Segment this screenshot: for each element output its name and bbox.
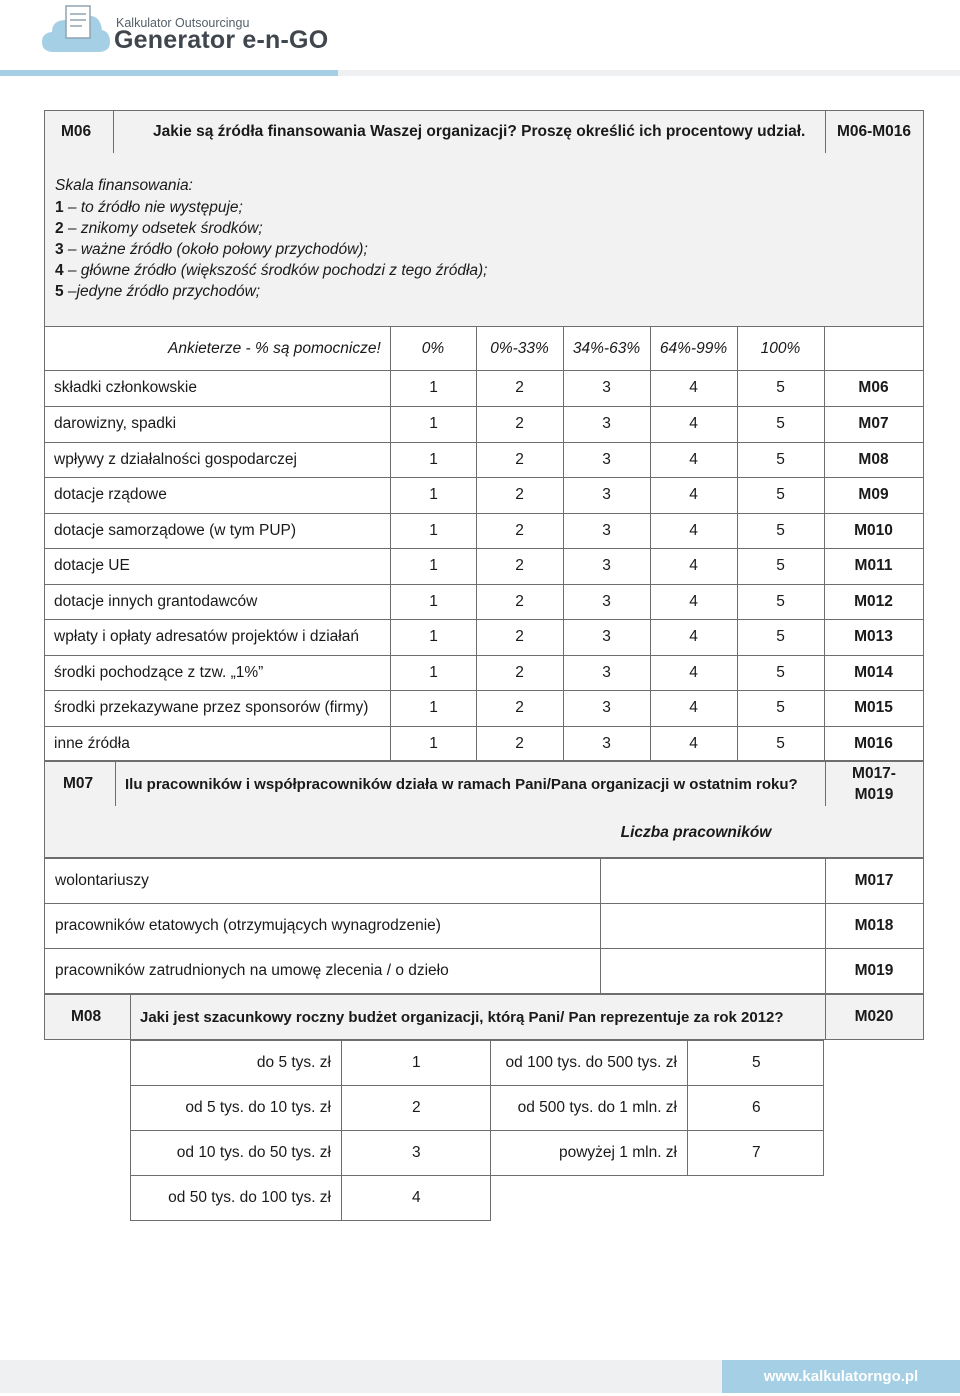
scale-option[interactable]: 4 — [689, 415, 698, 432]
scale-option[interactable]: 4 — [689, 663, 698, 681]
employee-row — [44, 858, 924, 904]
scale-option[interactable]: 5 — [776, 415, 785, 432]
cloud-document-logo-icon — [40, 2, 112, 56]
scale-option[interactable]: 5 — [776, 663, 785, 681]
scale-option[interactable]: 4 — [689, 450, 698, 468]
budget-range-label: od 100 tys. do 500 tys. zł — [490, 1040, 688, 1086]
scale-option[interactable]: 2 — [515, 521, 524, 539]
scale-item: 2 – znikomy odsetek środków; — [55, 220, 263, 237]
grid-line — [44, 619, 924, 620]
budget-range-label: od 500 tys. do 1 mln. zł — [490, 1085, 688, 1131]
variable-code: M011 — [854, 557, 893, 574]
scale-option[interactable]: 2 — [515, 450, 524, 468]
scale-option[interactable]: 3 — [602, 486, 611, 503]
funding-scale-box — [44, 153, 924, 327]
percent-header: 0% — [421, 340, 445, 357]
percent-header: 0%-33% — [490, 340, 549, 357]
grid-line — [44, 477, 924, 478]
grid-line — [44, 655, 924, 656]
scale-option[interactable]: 5 — [776, 450, 785, 468]
budget-option-code[interactable]: 3 — [341, 1130, 491, 1176]
funding-source-label: środki przekazywane przez sponsorów (firmy) — [54, 699, 369, 716]
budget-option-code[interactable]: 6 — [687, 1085, 824, 1131]
funding-source-label: środki pochodzące z tzw. „1%” — [54, 663, 264, 681]
scale-item: 1 – to źródło nie występuje; — [55, 199, 243, 216]
variable-code: M014 — [854, 663, 893, 681]
scale-option[interactable]: 5 — [776, 557, 785, 574]
budget-option-code[interactable]: 2 — [341, 1085, 491, 1131]
scale-option[interactable]: 4 — [689, 734, 698, 752]
divider — [113, 111, 114, 153]
variable-code: M015 — [854, 699, 893, 716]
question-text: Ilu pracowników i współpracowników działa w ramach Pani/Pana organizacji w ostatnim roku? — [125, 775, 798, 793]
variable-code: M016 — [854, 734, 893, 752]
budget-range-label: do 5 tys. zł — [130, 1040, 342, 1086]
scale-option[interactable]: 3 — [602, 450, 611, 468]
question-range: M020 — [854, 1008, 894, 1025]
grid-line — [44, 370, 924, 371]
variable-code: M017 — [854, 872, 894, 889]
scale-option[interactable]: 2 — [515, 663, 524, 681]
employee-row — [44, 948, 924, 994]
scale-option[interactable]: 2 — [515, 734, 524, 752]
scale-option[interactable]: 4 — [689, 379, 698, 396]
scale-option[interactable]: 1 — [429, 379, 438, 396]
scale-option[interactable]: 2 — [515, 415, 524, 432]
grid-border — [44, 327, 45, 761]
scale-option[interactable]: 1 — [429, 557, 438, 574]
scale-option[interactable]: 1 — [429, 521, 438, 539]
employee-count-label: Liczba pracowników — [620, 823, 772, 841]
budget-range-label: od 50 tys. do 100 tys. zł — [130, 1175, 342, 1221]
scale-option[interactable]: 5 — [776, 699, 785, 716]
variable-code: M012 — [854, 592, 893, 610]
scale-option[interactable]: 3 — [602, 557, 611, 574]
scale-item: 5 –jedyne źródło przychodów; — [55, 283, 261, 300]
site-header — [40, 2, 340, 58]
header-divider-accent — [0, 70, 338, 76]
budget-range-label: od 10 tys. do 50 tys. zł — [130, 1130, 342, 1176]
scale-option[interactable]: 3 — [602, 663, 611, 681]
budget-option-code[interactable]: 7 — [687, 1130, 824, 1176]
percent-header: 34%-63% — [572, 340, 641, 357]
variable-code: M010 — [854, 521, 893, 539]
variable-code: M06 — [858, 379, 889, 396]
funding-source-label: inne źródła — [54, 734, 130, 752]
scale-option[interactable]: 2 — [515, 557, 524, 574]
scale-option[interactable]: 1 — [429, 415, 438, 432]
scale-option[interactable]: 2 — [515, 486, 524, 503]
scale-option[interactable]: 5 — [776, 486, 785, 503]
funding-source-label: wpłaty i opłaty adresatów projektów i działań — [54, 628, 359, 645]
scale-option[interactable]: 1 — [429, 628, 438, 645]
scale-title: Skala finansowania: — [55, 177, 193, 194]
scale-option[interactable]: 1 — [429, 699, 438, 716]
scale-option[interactable]: 3 — [602, 379, 611, 396]
scale-item: 4 – główne źródło (większość środków pochodzi z tego źródła); — [55, 262, 488, 279]
scale-option[interactable]: 4 — [689, 521, 698, 539]
variable-code: M013 — [854, 628, 893, 645]
scale-option[interactable]: 3 — [602, 699, 611, 716]
funding-source-label: składki członkowskie — [54, 379, 197, 396]
grid-line — [44, 406, 924, 407]
scale-option[interactable]: 3 — [602, 628, 611, 645]
employee-count-input[interactable] — [601, 859, 825, 903]
brand-title: Generator e-n-GO — [114, 26, 329, 54]
scale-option[interactable]: 5 — [776, 734, 785, 752]
employee-count-input[interactable] — [601, 949, 825, 993]
percent-header: 100% — [760, 340, 801, 357]
scale-option[interactable]: 3 — [602, 521, 611, 539]
employee-row-label: pracowników zatrudnionych na umowę zlecenia / o dzieło — [55, 962, 449, 979]
scale-option[interactable]: 2 — [515, 699, 524, 716]
variable-code: M019 — [854, 962, 894, 979]
scale-option[interactable]: 1 — [429, 663, 438, 681]
employee-row — [44, 903, 924, 949]
divider — [115, 762, 116, 806]
grid-line — [44, 513, 924, 514]
scale-option[interactable]: 2 — [515, 592, 524, 610]
interviewer-hint: Ankieterze - % są pomocnicze! — [168, 340, 381, 357]
scale-option[interactable]: 5 — [776, 521, 785, 539]
question-code: M07 — [63, 775, 94, 792]
brand-subtitle: Kalkulator Outsourcingu — [116, 16, 250, 30]
funding-source-label: dotacje rządowe — [54, 486, 167, 503]
grid-border — [923, 327, 924, 761]
scale-option[interactable]: 1 — [429, 734, 438, 752]
variable-code: M09 — [858, 486, 889, 503]
scale-option[interactable]: 1 — [429, 486, 438, 503]
scale-option[interactable]: 4 — [689, 557, 698, 574]
scale-option[interactable]: 5 — [776, 379, 785, 396]
scale-option[interactable]: 4 — [689, 699, 698, 716]
scale-option[interactable]: 3 — [602, 734, 611, 752]
variable-code: M08 — [858, 450, 889, 468]
grid-line — [44, 548, 924, 549]
scale-option[interactable]: 4 — [689, 592, 698, 610]
funding-source-label: wpływy z działalności gospodarczej — [54, 450, 297, 468]
scale-option[interactable]: 3 — [602, 415, 611, 432]
budget-option-code[interactable]: 4 — [341, 1175, 491, 1221]
budget-range-label: powyżej 1 mln. zł — [490, 1130, 688, 1176]
question-m08-header — [44, 994, 924, 1040]
employee-row-label: pracowników etatowych (otrzymujących wynagrodzenie) — [55, 917, 441, 934]
scale-item: 3 – ważne źródło (około połowy przychodów); — [55, 241, 368, 258]
scale-option[interactable]: 1 — [429, 450, 438, 468]
employee-count-header — [44, 806, 924, 858]
percent-header: 64%-99% — [659, 340, 728, 357]
funding-source-label: darowizny, spadki — [54, 415, 177, 432]
grid-line — [44, 690, 924, 691]
grid-line — [44, 726, 924, 727]
funding-source-label: dotacje UE — [54, 557, 130, 574]
funding-source-label: dotacje samorządowe (w tym PUP) — [54, 521, 297, 539]
question-m06-header — [44, 110, 924, 154]
question-m07-header — [44, 761, 924, 807]
variable-code: M018 — [854, 917, 894, 934]
employee-count-input[interactable] — [601, 904, 825, 948]
grid-line — [44, 584, 924, 585]
scale-option[interactable]: 5 — [776, 592, 785, 610]
footer-url[interactable]: www.kalkulatorngo.pl — [722, 1360, 960, 1393]
funding-source-label: dotacje innych grantodawców — [54, 592, 258, 610]
budget-option-code[interactable]: 1 — [341, 1040, 491, 1086]
scale-option[interactable]: 2 — [515, 379, 524, 396]
scale-option[interactable]: 4 — [689, 628, 698, 645]
funding-sources-grid — [44, 327, 924, 761]
question-text: Jaki jest szacunkowy roczny budżet organizacji, którą Pani/ Pan reprezentuje za rok 2012? — [140, 1008, 784, 1026]
question-text: Jakie są źródła finansowania Waszej organizacji? Proszę określić ich procentowy udział. — [153, 123, 806, 140]
employee-row-label: wolontariuszy — [55, 872, 149, 889]
scale-option[interactable]: 3 — [602, 592, 611, 610]
scale-option[interactable]: 1 — [429, 592, 438, 610]
question-range: M017- M019 — [852, 765, 896, 803]
variable-code: M07 — [858, 415, 889, 432]
grid-line — [44, 442, 924, 443]
divider — [130, 995, 131, 1039]
scale-option[interactable]: 5 — [776, 628, 785, 645]
budget-option-code[interactable]: 5 — [687, 1040, 824, 1086]
question-code: M08 — [71, 1008, 102, 1025]
scale-option[interactable]: 4 — [689, 486, 698, 503]
budget-range-label: od 5 tys. do 10 tys. zł — [130, 1085, 342, 1131]
question-code: M06 — [61, 123, 92, 140]
question-range: M06-M016 — [836, 123, 912, 140]
scale-option[interactable]: 2 — [515, 628, 524, 645]
